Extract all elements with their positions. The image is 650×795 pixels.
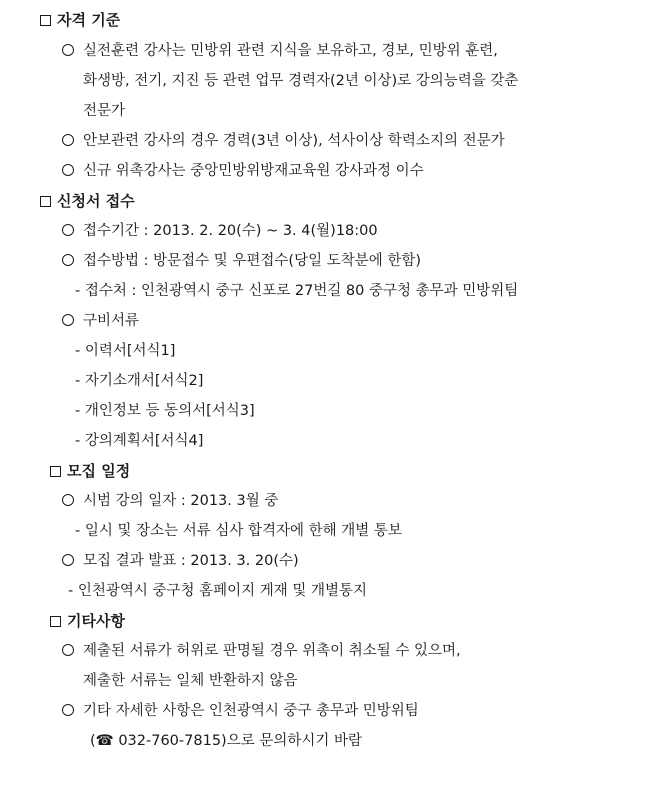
list-item: 구비서류 xyxy=(62,311,139,331)
checkbox-square-icon xyxy=(40,15,51,26)
circle-bullet-icon xyxy=(62,134,74,146)
section-heading-application: 신청서 접수 xyxy=(40,191,135,211)
circle-bullet-icon xyxy=(62,254,74,266)
list-item: 신규 위촉강사는 중앙민방위방재교육원 강사과정 이수 xyxy=(62,161,424,181)
sub-item: - 이력서[서식1] xyxy=(75,343,176,359)
section-heading-qualification: 자격 기준 xyxy=(40,10,120,30)
list-item: 제출된 서류가 허위로 판명될 경우 위촉이 취소될 수 있으며, xyxy=(62,641,461,661)
list-item-continuation: 전문가 xyxy=(83,103,126,119)
contact-phone-line: (☎ 032-760-7815)으로 문의하시기 바람 xyxy=(90,733,362,749)
section-heading-schedule: 모집 일정 xyxy=(50,461,130,481)
checkbox-square-icon xyxy=(40,196,51,207)
list-item: 안보관련 강사의 경우 경력(3년 이상), 석사이상 학력소지의 전문가 xyxy=(62,131,505,151)
circle-bullet-icon xyxy=(62,44,74,56)
sub-item: - 자기소개서[서식2] xyxy=(75,373,204,389)
sub-item: - 개인정보 등 동의서[서식3] xyxy=(75,403,255,419)
circle-bullet-icon xyxy=(62,494,74,506)
list-item: 기타 자세한 사항은 인천광역시 중구 총무과 민방위팀 xyxy=(62,701,419,721)
circle-bullet-icon xyxy=(62,704,74,716)
list-item: 접수기간 : 2013. 2. 20(수) ~ 3. 4(월)18:00 xyxy=(62,221,378,241)
circle-bullet-icon xyxy=(62,644,74,656)
checkbox-square-icon xyxy=(50,466,61,477)
circle-bullet-icon xyxy=(62,554,74,566)
list-item: 접수방법 : 방문접수 및 우편접수(당일 도착분에 한함) xyxy=(62,251,421,271)
list-item: 모집 결과 발표 : 2013. 3. 20(수) xyxy=(62,551,299,571)
list-item-continuation: 화생방, 전기, 지진 등 관련 업무 경력자(2년 이상)로 강의능력을 갖춘 xyxy=(83,73,519,89)
sub-item: - 접수처 : 인천광역시 중구 신포로 27번길 80 중구청 총무과 민방위팀 xyxy=(75,283,519,299)
checkbox-square-icon xyxy=(50,616,61,627)
list-item-continuation: 제출한 서류는 일체 반환하지 않음 xyxy=(83,673,298,689)
section-heading-misc: 기타사항 xyxy=(50,611,125,631)
circle-bullet-icon xyxy=(62,224,74,236)
list-item: 실전훈련 강사는 민방위 관련 지식을 보유하고, 경보, 민방위 훈련, xyxy=(62,41,498,61)
circle-bullet-icon xyxy=(62,314,74,326)
sub-item: - 강의계획서[서식4] xyxy=(75,433,204,449)
list-item: 시범 강의 일자 : 2013. 3월 중 xyxy=(62,491,278,511)
circle-bullet-icon xyxy=(62,164,74,176)
sub-item: - 인천광역시 중구청 홈페이지 게재 및 개별통지 xyxy=(68,583,368,599)
sub-item: - 일시 및 장소는 서류 심사 합격자에 한해 개별 통보 xyxy=(75,523,402,539)
